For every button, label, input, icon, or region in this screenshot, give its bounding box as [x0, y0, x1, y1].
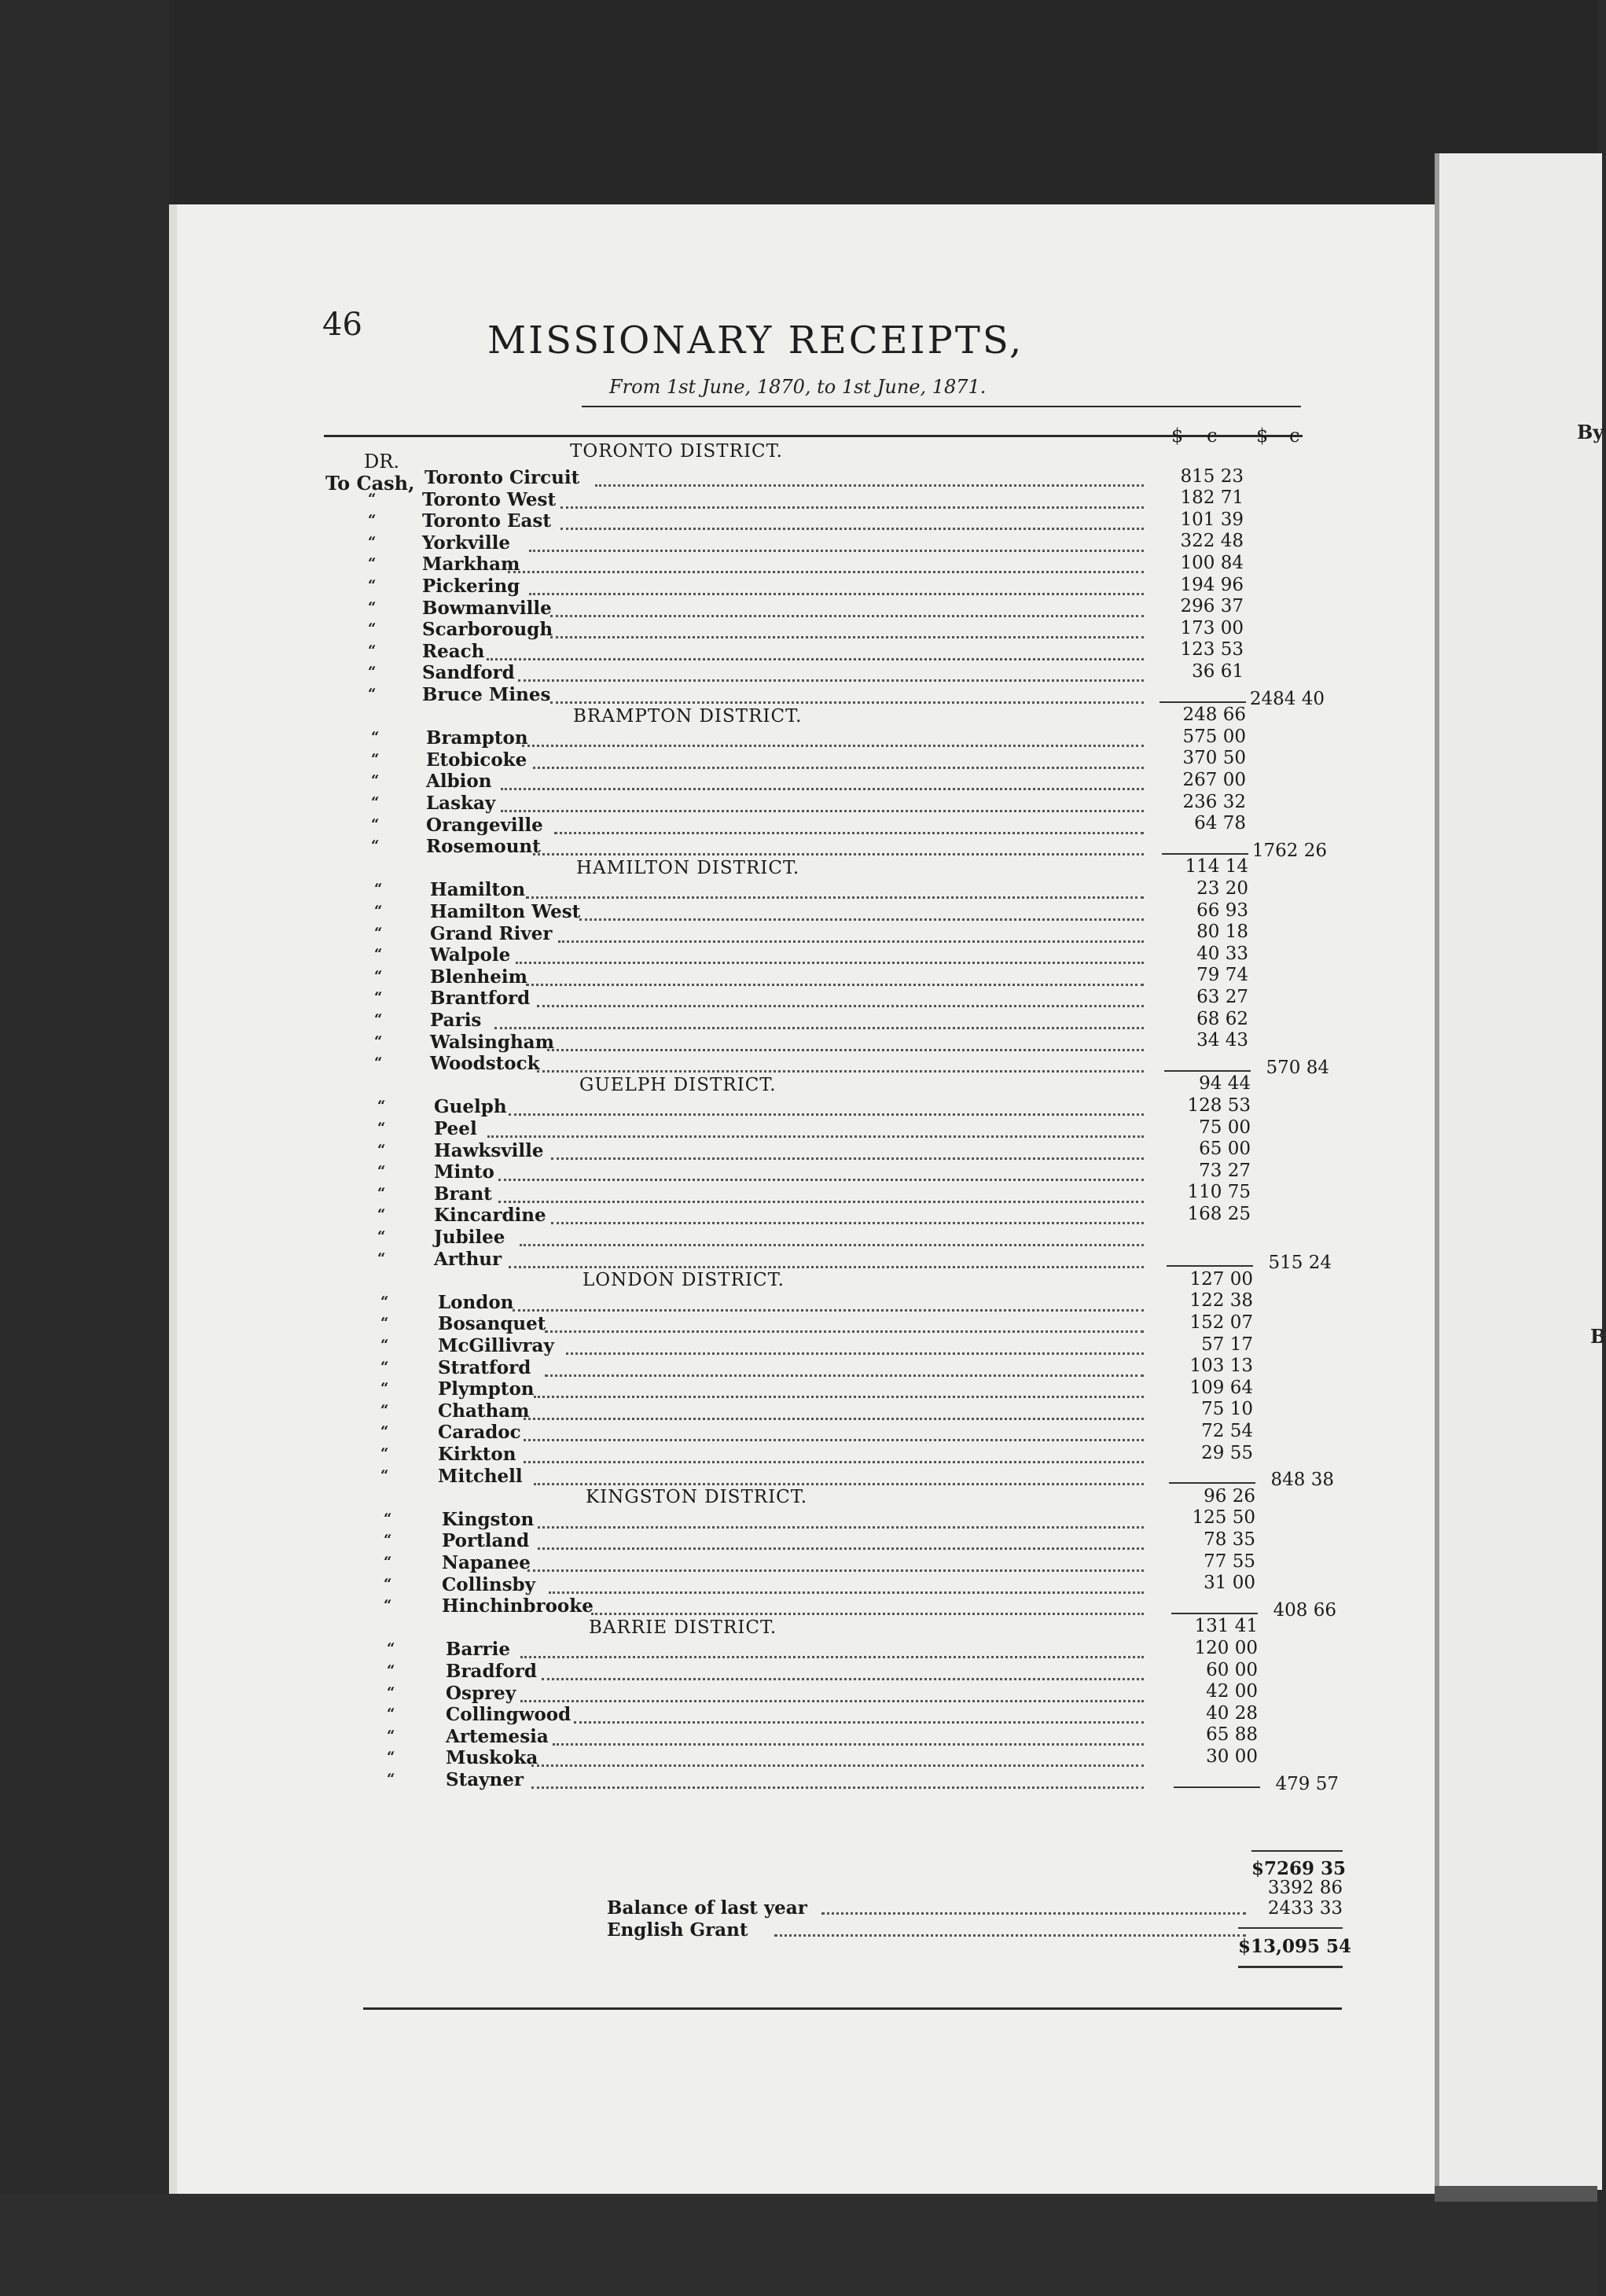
list-item-label: McGillivray — [438, 1335, 554, 1356]
list-item-amount: 65 00 — [1199, 1139, 1251, 1160]
leader-dots — [487, 658, 1145, 660]
list-item-label: Artemesia — [446, 1725, 549, 1747]
district-total: 408 66 — [1273, 1599, 1336, 1621]
list-item-amount: 29 55 — [1201, 1442, 1253, 1463]
ditto-mark: “ — [374, 1011, 383, 1028]
list-item-label: Yorkville — [422, 532, 511, 554]
page-subtitle: From 1st June, 1870, to 1st June, 1871. — [609, 376, 987, 398]
leader-dots — [538, 1547, 1144, 1550]
list-item-amount: 236 32 — [1182, 791, 1246, 812]
list-item-label: Blenheim — [430, 966, 527, 988]
list-item-label: Portland — [442, 1530, 530, 1552]
ditto-mark: “ — [368, 598, 377, 616]
balance-leader — [821, 1912, 1246, 1915]
list-item-label: Hamilton — [430, 879, 526, 901]
leader-dots — [501, 810, 1144, 812]
leader-dots — [545, 1374, 1145, 1377]
facing-page-mid-mark: B — [1590, 1325, 1606, 1348]
list-item-label: Hawksville — [434, 1139, 544, 1161]
district-total: 2484 40 — [1249, 688, 1325, 709]
grant-leader — [774, 1934, 1246, 1937]
ditto-mark: “ — [387, 1705, 395, 1723]
subtotal-rule — [1162, 853, 1248, 855]
list-item-label: Sandford — [422, 662, 515, 684]
column-cents2-header: c — [1289, 425, 1300, 447]
list-item-label: Bowmanville — [422, 597, 552, 619]
list-item-label: Hinchinbrooke — [442, 1595, 594, 1617]
ditto-mark: “ — [371, 794, 380, 811]
ditto-mark: “ — [374, 1054, 383, 1072]
list-item-amount: 68 62 — [1196, 1008, 1248, 1029]
leader-dots — [537, 1070, 1145, 1073]
leader-dots — [513, 1309, 1144, 1312]
ditto-mark: “ — [377, 1141, 386, 1158]
list-item-label: Markham — [422, 554, 520, 576]
ditto-mark: “ — [380, 1315, 389, 1332]
subtotal-rule — [1171, 1613, 1258, 1614]
leader-dots — [520, 1244, 1145, 1246]
ditto-mark: “ — [371, 750, 380, 767]
list-item-label: Barrie — [446, 1639, 510, 1661]
list-item-amount: 194 96 — [1180, 574, 1244, 595]
list-item-label: Arthur — [434, 1248, 502, 1270]
list-item-label: Bradford — [446, 1661, 537, 1682]
leader-dots — [566, 1352, 1145, 1355]
list-item-label: Napanee — [442, 1552, 531, 1573]
list-item-label: Collinsby — [442, 1573, 535, 1595]
list-item-label: Kincardine — [434, 1205, 546, 1227]
list-item-amount: 77 55 — [1204, 1551, 1255, 1572]
ditto-mark: “ — [387, 1727, 395, 1744]
ditto-mark: “ — [387, 1771, 395, 1787]
scan-background-bottom — [0, 2194, 1597, 2296]
leader-dots — [534, 1396, 1144, 1398]
leader-dots — [591, 1613, 1145, 1615]
leader-dots — [560, 506, 1144, 509]
page-title: MISSIONARY RECEIPTS, — [487, 318, 1024, 362]
list-item-label: Brampton — [426, 727, 528, 749]
leader-dots — [516, 962, 1145, 964]
leader-dots — [518, 679, 1144, 682]
leader-dots — [558, 940, 1145, 943]
ditto-mark: “ — [377, 1163, 386, 1180]
list-item-amount: 23 20 — [1196, 878, 1248, 900]
list-item-label: Osprey — [446, 1682, 516, 1704]
ditto-mark: “ — [387, 1683, 395, 1701]
list-item-amount: 103 13 — [1189, 1356, 1253, 1377]
ditto-mark: “ — [374, 967, 383, 984]
list-item-amount: 80 18 — [1196, 922, 1248, 943]
column-cents-header: c — [1207, 425, 1218, 447]
subtotal-rule — [1167, 1265, 1253, 1267]
list-item-label: Kirkton — [438, 1444, 516, 1465]
list-item-amount: 31 00 — [1204, 1573, 1255, 1594]
list-item-label: Hamilton West — [430, 901, 581, 922]
ditto-mark: “ — [377, 1206, 386, 1223]
list-item-amount: 322 48 — [1180, 531, 1244, 552]
ditto-mark: “ — [384, 1554, 392, 1570]
subtotal-rule — [1159, 701, 1246, 703]
leader-dots — [531, 1764, 1145, 1767]
list-item-label: Bosanquet — [438, 1313, 546, 1335]
ditto-mark: “ — [374, 903, 383, 919]
list-item-amount: 36 61 — [1192, 661, 1244, 683]
list-item-amount: 575 00 — [1182, 726, 1246, 747]
leader-dots — [547, 1049, 1144, 1051]
leader-dots — [534, 1483, 1144, 1485]
leader-dots — [494, 1027, 1145, 1029]
list-item-label: Collingwood — [446, 1704, 571, 1726]
ditto-mark: “ — [374, 881, 383, 898]
footer-rule — [363, 2007, 1342, 2010]
leader-dots — [579, 918, 1145, 921]
ditto-mark: “ — [368, 555, 377, 572]
list-item-amount: 75 00 — [1199, 1117, 1251, 1138]
list-item-label: Stayner — [446, 1769, 524, 1790]
ditto-mark: “ — [377, 1184, 386, 1201]
leader-dots — [533, 853, 1145, 855]
ditto-mark: “ — [387, 1640, 395, 1658]
district-total: 1762 26 — [1251, 840, 1327, 861]
sum-rule — [1251, 1850, 1343, 1852]
ditto-mark: “ — [384, 1597, 392, 1614]
list-item-amount: 94 44 — [1199, 1073, 1251, 1095]
ditto-mark: “ — [374, 989, 383, 1006]
list-item-amount: 57 17 — [1201, 1334, 1253, 1355]
list-item-amount: 815 23 — [1180, 465, 1244, 487]
list-item-amount: 40 33 — [1196, 943, 1248, 964]
leader-dots — [550, 701, 1145, 704]
leader-dots — [487, 1135, 1144, 1138]
ditto-mark: “ — [374, 1032, 383, 1050]
list-item-amount: 267 00 — [1182, 770, 1246, 791]
list-item-label: Toronto West — [422, 488, 557, 510]
list-item-amount: 131 41 — [1194, 1616, 1258, 1637]
list-item-label: Walpole — [430, 944, 511, 966]
list-item-label: Toronto East — [422, 510, 551, 532]
list-item-label: Brantford — [430, 988, 531, 1010]
leader-dots — [533, 767, 1145, 769]
list-item-label: Reach — [422, 640, 485, 662]
list-item-amount: 30 00 — [1206, 1746, 1258, 1768]
list-item-amount: 110 75 — [1187, 1182, 1251, 1203]
ditto-mark: “ — [368, 686, 377, 702]
ditto-mark: “ — [384, 1532, 392, 1549]
list-item-amount: 168 25 — [1187, 1204, 1251, 1225]
list-item-label: Kingston — [442, 1508, 535, 1530]
list-item-label: London — [438, 1291, 514, 1313]
list-item-label: Brant — [434, 1183, 492, 1205]
ditto-mark: “ — [380, 1423, 389, 1441]
subtotal-rule — [1169, 1482, 1255, 1484]
subtotal-rule — [1174, 1786, 1260, 1788]
list-item-label: Woodstock — [430, 1053, 540, 1075]
list-item-amount: 127 00 — [1189, 1268, 1253, 1290]
ditto-mark: “ — [380, 1401, 389, 1418]
district-heading: BARRIE DISTRICT. — [589, 1617, 777, 1638]
leader-dots — [550, 636, 1145, 638]
district-heading: GUELPH DISTRICT. — [579, 1074, 777, 1095]
ditto-mark: “ — [380, 1445, 389, 1462]
district-heading: LONDON DISTRICT. — [582, 1270, 785, 1291]
ditto-mark: “ — [368, 620, 377, 638]
list-item-amount: 370 50 — [1182, 748, 1246, 769]
list-item-label: Caradoc — [438, 1422, 521, 1444]
ditto-mark: “ — [377, 1120, 386, 1136]
district-total: 515 24 — [1268, 1253, 1332, 1274]
leader-dots — [524, 1439, 1145, 1441]
list-item-label: Rosemount — [426, 836, 541, 858]
ditto-mark: “ — [387, 1749, 395, 1766]
leader-dots — [554, 832, 1145, 834]
list-item-label: Peel — [434, 1118, 477, 1139]
ditto-mark: “ — [374, 924, 383, 941]
list-item-amount: 79 74 — [1196, 965, 1248, 986]
page-number: 46 — [322, 307, 362, 343]
district-total: 479 57 — [1275, 1773, 1339, 1794]
list-item-amount: 73 27 — [1199, 1160, 1251, 1181]
ditto-mark: “ — [368, 490, 377, 507]
leader-dots — [529, 593, 1145, 595]
list-item-amount: 40 28 — [1206, 1702, 1258, 1724]
district-total: 848 38 — [1270, 1470, 1334, 1491]
scan-background-left — [0, 0, 169, 2296]
leader-dots — [498, 1201, 1145, 1203]
list-item-amount: 173 00 — [1180, 617, 1244, 638]
ditto-mark: “ — [380, 1380, 389, 1397]
ditto-mark: “ — [374, 946, 383, 963]
list-item-amount: 152 07 — [1189, 1312, 1253, 1334]
list-item-label: Scarborough — [422, 619, 553, 641]
leader-dots — [527, 1569, 1145, 1572]
leader-dots — [538, 1526, 1144, 1529]
list-item-amount: 128 53 — [1187, 1095, 1251, 1117]
list-item-amount: 75 10 — [1201, 1399, 1253, 1420]
list-item-amount: 72 54 — [1201, 1421, 1253, 1442]
leader-dots — [524, 1418, 1145, 1420]
list-item-label: Toronto Circuit — [424, 467, 580, 488]
list-item-label: Bruce Mines — [422, 684, 551, 705]
district-heading: KINGSTON DISTRICT. — [586, 1487, 808, 1508]
district-heading: TORONTO DISTRICT. — [570, 441, 783, 462]
leader-dots — [520, 1700, 1144, 1702]
list-item-amount: 248 66 — [1182, 705, 1246, 726]
leader-dots — [595, 484, 1145, 487]
list-item-label: Laskay — [426, 793, 496, 814]
list-item-amount: 109 64 — [1189, 1377, 1253, 1398]
leader-dots — [509, 1113, 1144, 1116]
leader-dots — [537, 1005, 1145, 1007]
leader-dots — [545, 1330, 1145, 1333]
column-dollars-header: $ — [1171, 425, 1184, 447]
facing-page-top-mark: By — [1577, 421, 1604, 443]
list-item-amount: 125 50 — [1192, 1507, 1255, 1529]
ditto-mark: “ — [371, 837, 380, 855]
subtotal-rule — [1164, 1070, 1251, 1072]
list-item-amount: 60 00 — [1206, 1659, 1258, 1680]
list-item-amount: 296 37 — [1180, 596, 1244, 617]
leader-dots — [498, 1179, 1145, 1181]
leader-dots — [531, 1786, 1145, 1789]
subtitle-rule — [582, 406, 1301, 407]
list-item-amount: 66 93 — [1196, 900, 1248, 921]
ditto-mark: “ — [371, 729, 380, 746]
leader-dots — [526, 896, 1144, 899]
list-item-amount: 96 26 — [1204, 1485, 1255, 1507]
list-item-label: Pickering — [422, 576, 520, 597]
list-item-amount: 65 88 — [1206, 1724, 1258, 1746]
list-item-label: Grand River — [430, 922, 553, 944]
ditto-mark: “ — [377, 1228, 386, 1245]
leader-dots — [551, 1222, 1144, 1224]
list-item-amount: 78 35 — [1204, 1529, 1255, 1551]
to-cash-label: To Cash, — [325, 472, 415, 495]
ditto-mark: “ — [380, 1293, 389, 1310]
district-total: 570 84 — [1266, 1057, 1329, 1078]
scan-background-top — [0, 0, 1597, 208]
list-item-amount: 122 38 — [1189, 1290, 1253, 1312]
leader-dots — [509, 1266, 1144, 1268]
list-item-amount: 182 71 — [1180, 488, 1244, 509]
ditto-mark: “ — [384, 1575, 392, 1592]
grand-total: $13,095 54 — [1238, 1936, 1352, 1957]
leader-dots — [550, 615, 1145, 617]
list-item-amount: 114 14 — [1185, 856, 1248, 878]
list-item-amount: 100 84 — [1180, 553, 1244, 574]
leader-dots — [549, 1591, 1145, 1594]
leader-dots — [508, 571, 1145, 573]
list-item-label: Albion — [426, 771, 492, 793]
leader-dots — [524, 1461, 1145, 1463]
list-item-label: Minto — [434, 1161, 494, 1183]
ditto-mark: “ — [368, 642, 377, 659]
leader-dots — [501, 788, 1144, 790]
list-item-label: Orangeville — [426, 814, 543, 836]
ditto-mark: “ — [380, 1358, 389, 1375]
grand-total-double-rule — [1238, 1966, 1343, 1968]
leader-dots — [542, 1678, 1144, 1680]
districts-total: $7269 35 — [1251, 1858, 1347, 1879]
facing-page-bottom-edge — [1435, 2186, 1597, 2202]
header-rule — [324, 435, 1303, 437]
list-item-label: Jubilee — [434, 1227, 505, 1248]
list-item-label: Plympton — [438, 1378, 535, 1400]
ditto-mark: “ — [380, 1337, 389, 1353]
ditto-mark: “ — [377, 1098, 386, 1115]
list-item-label: Guelph — [434, 1096, 507, 1118]
list-item-amount: 120 00 — [1194, 1638, 1258, 1659]
leader-dots — [520, 1656, 1144, 1658]
balance-label: Balance of last year — [607, 1897, 807, 1919]
list-item-amount: 34 43 — [1196, 1030, 1248, 1051]
ditto-mark: “ — [368, 512, 377, 529]
dr-label: DR. — [364, 451, 399, 473]
ditto-mark: “ — [380, 1466, 389, 1484]
ditto-mark: “ — [387, 1662, 395, 1679]
leader-dots — [529, 550, 1145, 552]
leader-dots — [526, 984, 1144, 986]
district-heading: BRAMPTON DISTRICT. — [573, 705, 803, 727]
ditto-mark: “ — [384, 1510, 392, 1527]
list-item-amount: 42 00 — [1206, 1681, 1258, 1702]
list-item-label: Chatham — [438, 1400, 530, 1422]
list-item-label: Walsingham — [430, 1031, 554, 1053]
ditto-mark: “ — [377, 1249, 386, 1267]
list-item-label: Mitchell — [438, 1465, 523, 1487]
grant-amount: 2433 33 — [1267, 1898, 1343, 1919]
leader-dots — [553, 1743, 1145, 1746]
list-item-label: Etobicoke — [426, 749, 527, 771]
list-item-amount: 123 53 — [1180, 639, 1244, 660]
ditto-mark: “ — [368, 533, 377, 550]
grand-total-rule — [1238, 1927, 1343, 1929]
balance-amount: 3392 86 — [1267, 1878, 1343, 1898]
list-item-amount: 63 27 — [1196, 987, 1248, 1008]
grant-label: English Grant — [607, 1919, 748, 1941]
leader-dots — [574, 1721, 1145, 1724]
ditto-mark: “ — [371, 815, 380, 833]
ditto-mark: “ — [368, 664, 377, 681]
leader-dots — [560, 528, 1144, 530]
ditto-mark: “ — [371, 772, 380, 789]
list-item-label: Stratford — [438, 1356, 531, 1378]
list-item-amount: 64 78 — [1194, 813, 1246, 834]
ditto-mark: “ — [368, 577, 377, 594]
list-item-amount: 101 39 — [1180, 509, 1244, 530]
list-item-label: Paris — [430, 1010, 482, 1031]
leader-dots — [551, 1157, 1144, 1160]
column-dollars2-header: $ — [1256, 425, 1269, 447]
facing-page — [1435, 153, 1606, 2190]
district-heading: HAMILTON DISTRICT. — [576, 857, 800, 878]
leader-dots — [522, 745, 1144, 747]
list-item-label: Muskoka — [446, 1747, 538, 1769]
